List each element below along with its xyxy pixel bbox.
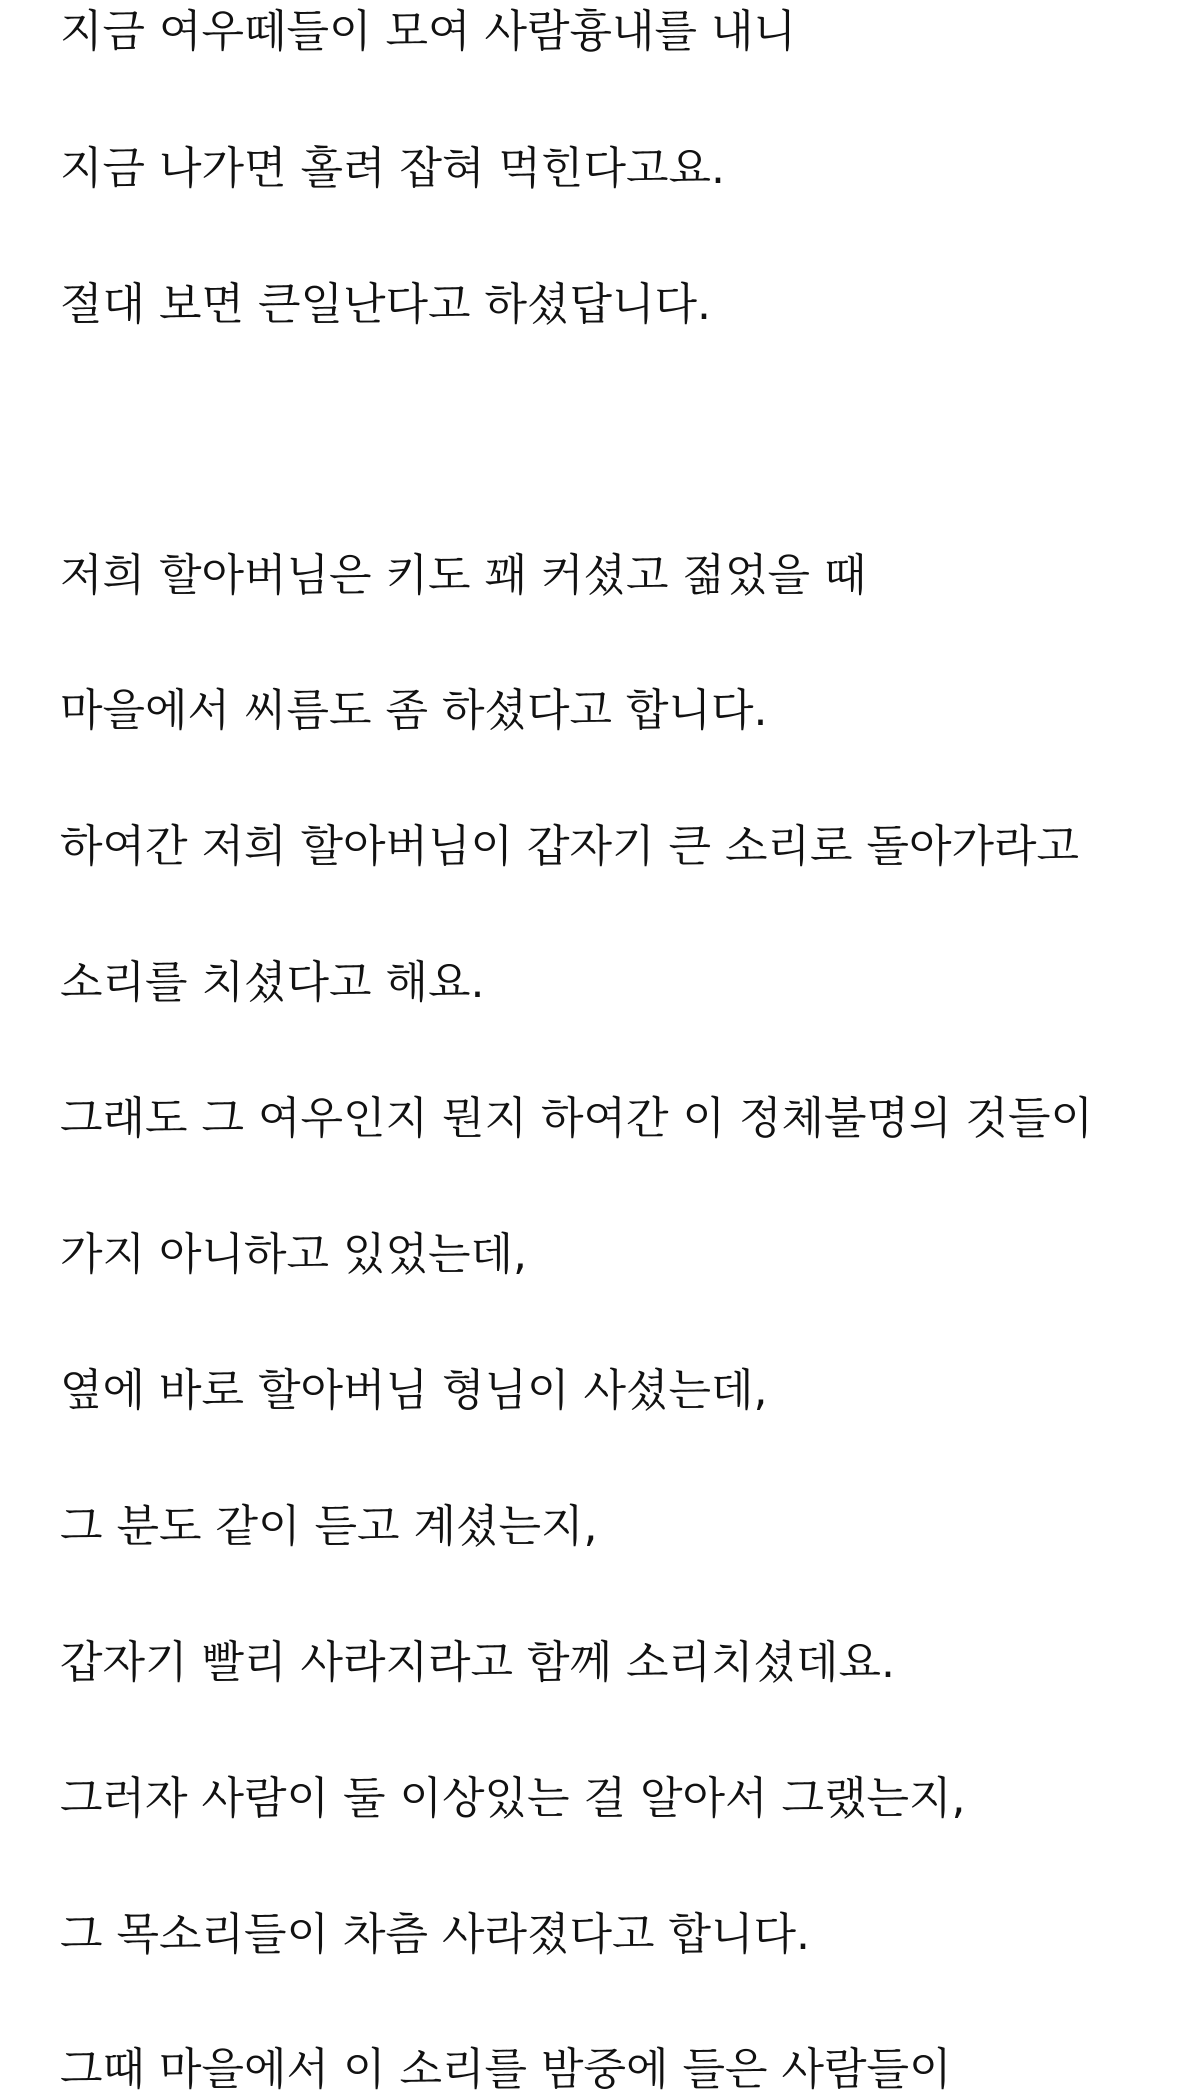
text-line: 가지 아니하고 있었는데,	[60, 1229, 527, 1280]
text-line: 마을에서 씨름도 좀 하셨다고 합니다.	[60, 685, 768, 736]
text-line: 그래도 그 여우인지 뭔지 하여간 이 정체불명의 것들이	[60, 1093, 1093, 1144]
text-line: 그때 마을에서 이 소리를 밤중에 들은 사람들이	[60, 2044, 952, 2095]
text-line: 그 목소리들이 차츰 사라졌다고 합니다.	[60, 1909, 810, 1960]
text-line: 그러자 사람이 둘 이상있는 걸 알아서 그랬는지,	[60, 1773, 966, 1824]
text-line: 하여간 저희 할아버님이 갑자기 큰 소리로 돌아가라고	[60, 821, 1080, 872]
text-line: 절대 보면 큰일난다고 하셨답니다.	[60, 279, 711, 330]
text-line: 지금 나가면 홀려 잡혀 먹힌다고요.	[60, 143, 725, 194]
text-line: 저희 할아버님은 키도 꽤 커셨고 젊었을 때	[60, 550, 867, 601]
text-line: 소리를 치셨다고 해요.	[60, 957, 485, 1008]
text-line: 지금 여우떼들이 모여 사람흉내를 내니	[60, 6, 797, 57]
text-line: 그 분도 같이 듣고 계셨는지,	[60, 1501, 598, 1552]
text-line: 갑자기 빨리 사라지라고 함께 소리치셨데요.	[60, 1637, 896, 1688]
text-line: 옆에 바로 할아버님 형님이 사셨는데,	[60, 1365, 768, 1416]
